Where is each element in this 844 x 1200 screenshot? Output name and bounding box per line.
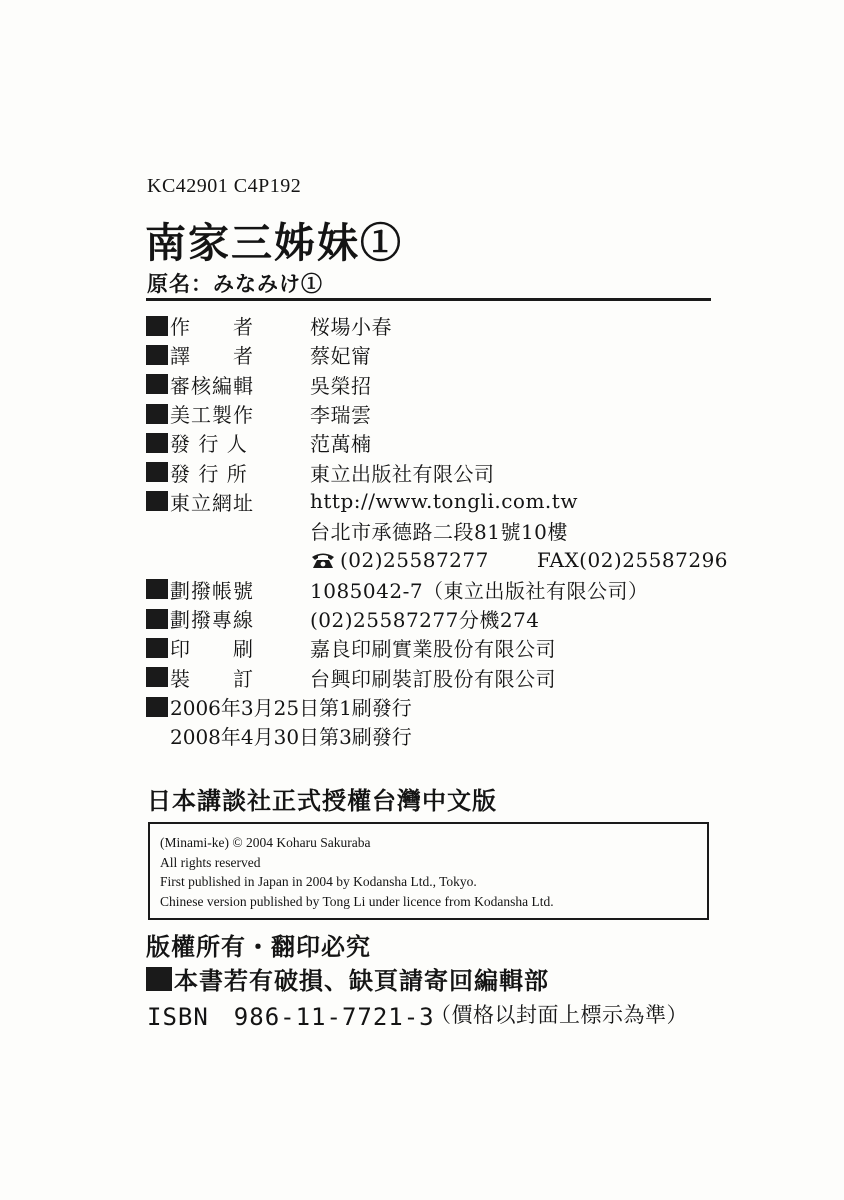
rights-statement: 版權所有・翻印必究	[146, 932, 371, 961]
fax-number: FAX(02)25587296	[536, 548, 729, 573]
address-row	[146, 516, 726, 545]
copyright-line: (Minami-ke) © 2004 Koharu Sakuraba	[160, 835, 371, 850]
credit-row-art	[146, 399, 726, 428]
bullet-square-icon	[146, 433, 168, 453]
credit-value: 李瑞雲	[310, 403, 372, 428]
bullet-square-icon	[146, 967, 172, 991]
credit-label: 劃撥帳號	[170, 578, 254, 603]
copyright-line: Chinese version published by Tong Li under licence from Kodansha Ltd.	[160, 893, 554, 909]
bullet-square-icon	[146, 404, 168, 424]
copyright-line: All rights reserved	[160, 854, 261, 870]
credit-value: 東立出版社有限公司	[310, 461, 495, 486]
bullet-square-icon	[146, 491, 168, 511]
copyright-box	[148, 822, 709, 920]
credit-label: 作 者	[170, 315, 254, 340]
book-title: 南家三姊妹①	[145, 219, 403, 267]
credit-label: 劃撥專線	[170, 608, 254, 633]
credit-value: 台興印刷裝訂股份有限公司	[310, 666, 556, 691]
bullet-square-icon	[146, 697, 168, 717]
credit-row-printing	[146, 633, 726, 662]
website-url: http://www.tongli.com.tw	[310, 489, 578, 514]
credit-value: 桜場小春	[310, 315, 392, 340]
phone-number: (02)25587277	[340, 548, 489, 573]
credit-label: 裝 訂	[170, 666, 254, 691]
copyright-line: First published in Japan in 2004 by Kodansha Ltd., Tokyo.	[160, 874, 477, 889]
print-date-third	[146, 721, 726, 750]
bullet-square-icon	[146, 345, 168, 365]
credit-row-binding	[146, 663, 726, 692]
original-title: 原名：みなみけ①	[147, 271, 323, 296]
title-divider	[146, 298, 711, 301]
bullet-square-icon	[146, 638, 168, 658]
catalog-code: KC42901 C4P192	[147, 175, 302, 197]
phone-row	[146, 545, 729, 574]
print-date: 2008年4月30日第3刷發行	[170, 725, 412, 750]
credit-label: 發 行 人	[170, 432, 248, 457]
credit-label: 美工製作	[170, 403, 254, 428]
credit-label: 東立網址	[170, 490, 254, 515]
bullet-square-icon	[146, 609, 168, 629]
credits-list	[146, 311, 729, 750]
credit-row-website	[146, 487, 726, 516]
damage-notice-text: 本書若有破損、缺頁請寄回編輯部	[174, 966, 549, 995]
credit-row-account	[146, 575, 726, 604]
credit-row-hotline	[146, 604, 726, 633]
credit-row-translator	[146, 340, 726, 369]
address-text: 台北市承德路二段81號10樓	[310, 520, 568, 545]
print-date: 2006年3月25日第1刷發行	[170, 696, 412, 720]
credit-value: 1085042-7（東立出版社有限公司）	[310, 578, 649, 603]
damage-notice	[146, 961, 549, 996]
bullet-square-icon	[146, 462, 168, 482]
credit-value: 蔡妃甯	[310, 344, 372, 369]
credit-value: (02)25587277分機274	[310, 608, 540, 633]
license-statement: 日本講談社正式授權台灣中文版	[147, 786, 497, 815]
bullet-square-icon	[146, 316, 168, 336]
print-date-first	[146, 692, 726, 721]
credit-row-editor	[146, 370, 726, 399]
credit-row-publisher	[146, 428, 726, 457]
isbn: ISBN 986-11-7721-3	[147, 1003, 435, 1031]
credit-label: 譯 者	[170, 344, 254, 369]
credit-value: 范萬楠	[310, 432, 372, 457]
credit-row-publishing-house	[146, 457, 726, 486]
credit-label: 審核編輯	[170, 373, 254, 398]
credit-value: 嘉良印刷實業股份有限公司	[310, 637, 556, 662]
price-note: （價格以封面上標示為準）	[430, 1003, 688, 1027]
credit-label: 印 刷	[170, 637, 254, 662]
credit-row-author	[146, 311, 726, 340]
credit-value: 吳榮招	[310, 373, 372, 398]
bullet-square-icon	[146, 667, 168, 687]
telephone-icon	[310, 551, 336, 569]
bullet-square-icon	[146, 374, 168, 394]
credit-label: 發 行 所	[170, 461, 248, 486]
bullet-square-icon	[146, 579, 168, 599]
